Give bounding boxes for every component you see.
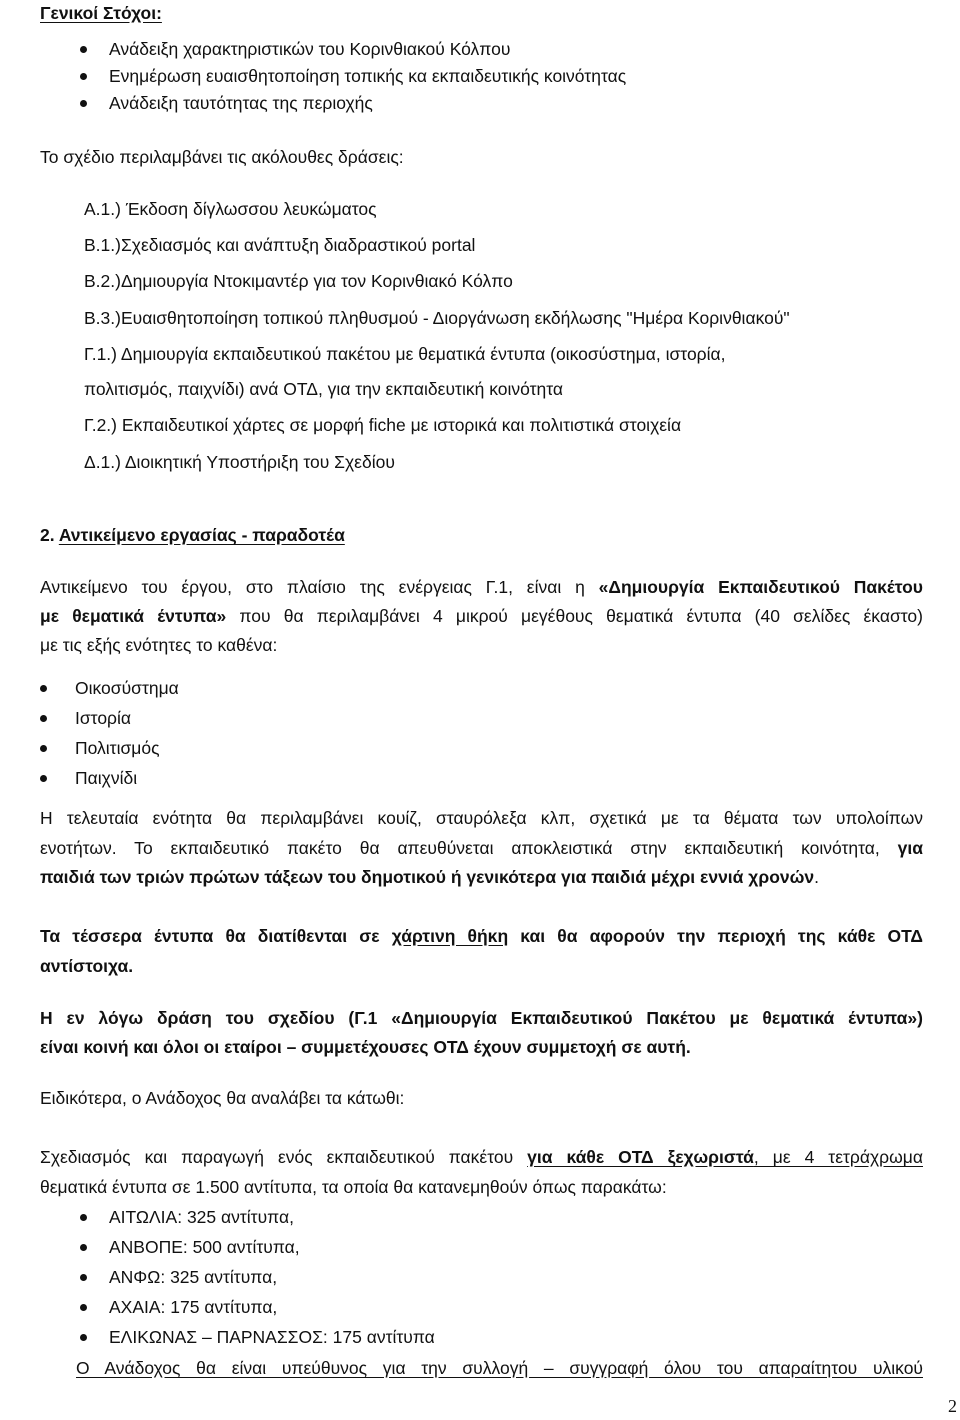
plan-action: Β.1.)Σχεδιασμός και ανάπτυξη διαδραστικού portal bbox=[84, 235, 476, 255]
plan-action: Α.1.) Έκδοση δίγλωσσου λευκώματος bbox=[84, 199, 377, 219]
section-title: Αντικείμενο εργασίας - παραδοτέα bbox=[58, 525, 345, 545]
text-span: που θα περιλαμβάνει 4 μικρού μεγέθους θεματικά έντυπα (40 σελίδες έκαστο) bbox=[226, 606, 923, 626]
paragraph-line: αντίστοιχα. bbox=[40, 956, 134, 976]
paragraph-line: Η εν λόγω δράση του σχεδίου (Γ.1 «Δημιουργία Εκπαιδευτικού Πακέτου με θεματικά έντυπα») bbox=[40, 1008, 923, 1028]
goal-item: Ενημέρωση ευαισθητοποίηση τοπικής κα εκπαιδευτικής κοινότητας bbox=[109, 66, 627, 86]
bullet-icon bbox=[40, 745, 47, 752]
bullet-icon bbox=[40, 775, 47, 782]
text-span: Αντικείμενο του έργου, στο πλαίσιο της ενέργειας Γ.1, είναι η bbox=[40, 577, 599, 597]
text-span-bold: Τα τέσσερα έντυπα θα διατίθενται σε bbox=[40, 926, 392, 946]
text-span-bold-underlined: για κάθε ΟΤΔ ξεχωριστά bbox=[527, 1147, 754, 1167]
paragraph-line bbox=[40, 1146, 923, 1168]
bullet-icon bbox=[80, 1214, 87, 1221]
text-span: Σχεδιασμός και παραγωγή ενός εκπαιδευτικού πακέτου bbox=[40, 1147, 528, 1167]
bullet-icon bbox=[40, 685, 47, 692]
paragraph-line bbox=[40, 866, 819, 888]
distribution-item: ΑΝΦΩ: 325 αντίτυπα, bbox=[109, 1267, 278, 1287]
plan-intro: Το σχέδιο περιλαμβάνει τις ακόλουθες δράσεις: bbox=[40, 147, 404, 167]
paragraph-line: θεματικά έντυπα σε 1.500 αντίτυπα, τα οποία θα κατανεμηθούν όπως παρακάτω: bbox=[40, 1177, 667, 1197]
distribution-item: ΑΧΑΙΑ: 175 αντίτυπα, bbox=[109, 1297, 278, 1317]
paragraph-line: Η τελευταία ενότητα θα περιλαμβάνει κουίζ, σταυρόλεξα κλπ, σχετικά με τα θέματα των υπολοίπων bbox=[40, 808, 923, 828]
text-span-bold: για bbox=[897, 838, 923, 858]
text-span-bold: «Δημιουργία Εκπαιδευτικού Πακέτου bbox=[598, 577, 923, 597]
paragraph-line: με τις εξής ενότητες το καθένα: bbox=[40, 635, 278, 655]
distribution-item: ΕΛΙΚΩΝΑΣ – ΠΑΡΝΑΣΣΟΣ: 175 αντίτυπα bbox=[109, 1327, 435, 1347]
paragraph-line: Ειδικότερα, ο Ανάδοχος θα αναλάβει τα κάτωθι: bbox=[40, 1088, 405, 1108]
section-heading bbox=[40, 524, 345, 546]
bullet-icon bbox=[80, 46, 87, 53]
goals-heading: Γενικοί Στόχοι: bbox=[40, 3, 162, 23]
paragraph-line: είναι κοινή και όλοι οι εταίροι – συμμετέχουσες ΟΤΔ έχουν συμμετοχή σε αυτή. bbox=[40, 1037, 691, 1057]
unit-item: Πολιτισμός bbox=[75, 738, 160, 758]
paragraph-line: Ο Ανάδοχος θα είναι υπεύθυνος για την συλλογή – συγγραφή όλου του απαραίτητου υλικού bbox=[76, 1358, 923, 1378]
plan-action: Β.3.)Ευαισθητοποίηση τοπικού πληθυσμού - Διοργάνωση εκδήλωσης "Ημέρα Κορινθιακού" bbox=[84, 308, 790, 328]
paragraph-line bbox=[40, 837, 923, 859]
paragraph-line bbox=[40, 925, 923, 947]
paragraph-line bbox=[40, 605, 923, 627]
bullet-icon bbox=[80, 1244, 87, 1251]
goal-item: Ανάδειξη χαρακτηριστικών του Κορινθιακού Κόλπου bbox=[109, 39, 511, 59]
plan-action: Β.2.)Δημιουργία Ντοκιμαντέρ για τον Κορινθιακό Κόλπο bbox=[84, 271, 513, 291]
goal-item: Ανάδειξη ταυτότητας της περιοχής bbox=[109, 93, 373, 113]
plan-action: πολιτισμός, παιχνίδι) ανά ΟΤΔ, για την εκπαιδευτική κοινότητα bbox=[84, 379, 564, 399]
unit-item: Παιχνίδι bbox=[75, 768, 138, 788]
unit-item: Οικοσύστημα bbox=[75, 678, 179, 698]
section-number: 2. bbox=[40, 525, 59, 545]
text-span-bold: παιδιά των τριών πρώτων τάξεων του δημοτικού ή γενικότερα για παιδιά μέχρι εννιά χρονών bbox=[40, 867, 815, 887]
bullet-icon bbox=[80, 1334, 87, 1341]
bullet-icon bbox=[80, 100, 87, 107]
distribution-item: ΑΝΒΟΠΕ: 500 αντίτυπα, bbox=[109, 1237, 300, 1257]
bullet-icon bbox=[80, 1274, 87, 1281]
plan-action: Γ.2.) Εκπαιδευτικοί χάρτες σε μορφή fiche με ιστορικά και πολιτιστικά στοιχεία bbox=[84, 415, 682, 435]
bullet-icon bbox=[80, 1304, 87, 1311]
text-span-bold: με θεματικά έντυπα» bbox=[40, 606, 227, 626]
bullet-icon bbox=[80, 73, 87, 80]
plan-action: Γ.1.) Δημιουργία εκπαιδευτικού πακέτου με θεματικά έντυπα (οικοσύστημα, ιστορία, bbox=[84, 344, 726, 364]
text-span: . bbox=[814, 867, 820, 887]
text-span-bold: και θα αφορούν την περιοχή της κάθε ΟΤΔ bbox=[508, 926, 924, 946]
bullet-icon bbox=[40, 715, 47, 722]
text-span-underlined: χάρτινη θήκη bbox=[391, 926, 509, 946]
text-span: , με 4 τετράχρωμα bbox=[753, 1147, 923, 1167]
unit-item: Ιστορία bbox=[75, 708, 132, 728]
distribution-item: ΑΙΤΩΛΙΑ: 325 αντίτυπα, bbox=[109, 1207, 294, 1227]
text-span: ενοτήτων. Το εκπαιδευτικό πακέτο θα απευθύνεται αποκλειστικά στην εκπαιδευτική κοινότητα, bbox=[40, 838, 898, 858]
page-number: 2 bbox=[948, 1396, 957, 1416]
paragraph-line bbox=[40, 576, 923, 598]
plan-action: Δ.1.) Διοικητική Υποστήριξη του Σχεδίου bbox=[84, 452, 395, 472]
